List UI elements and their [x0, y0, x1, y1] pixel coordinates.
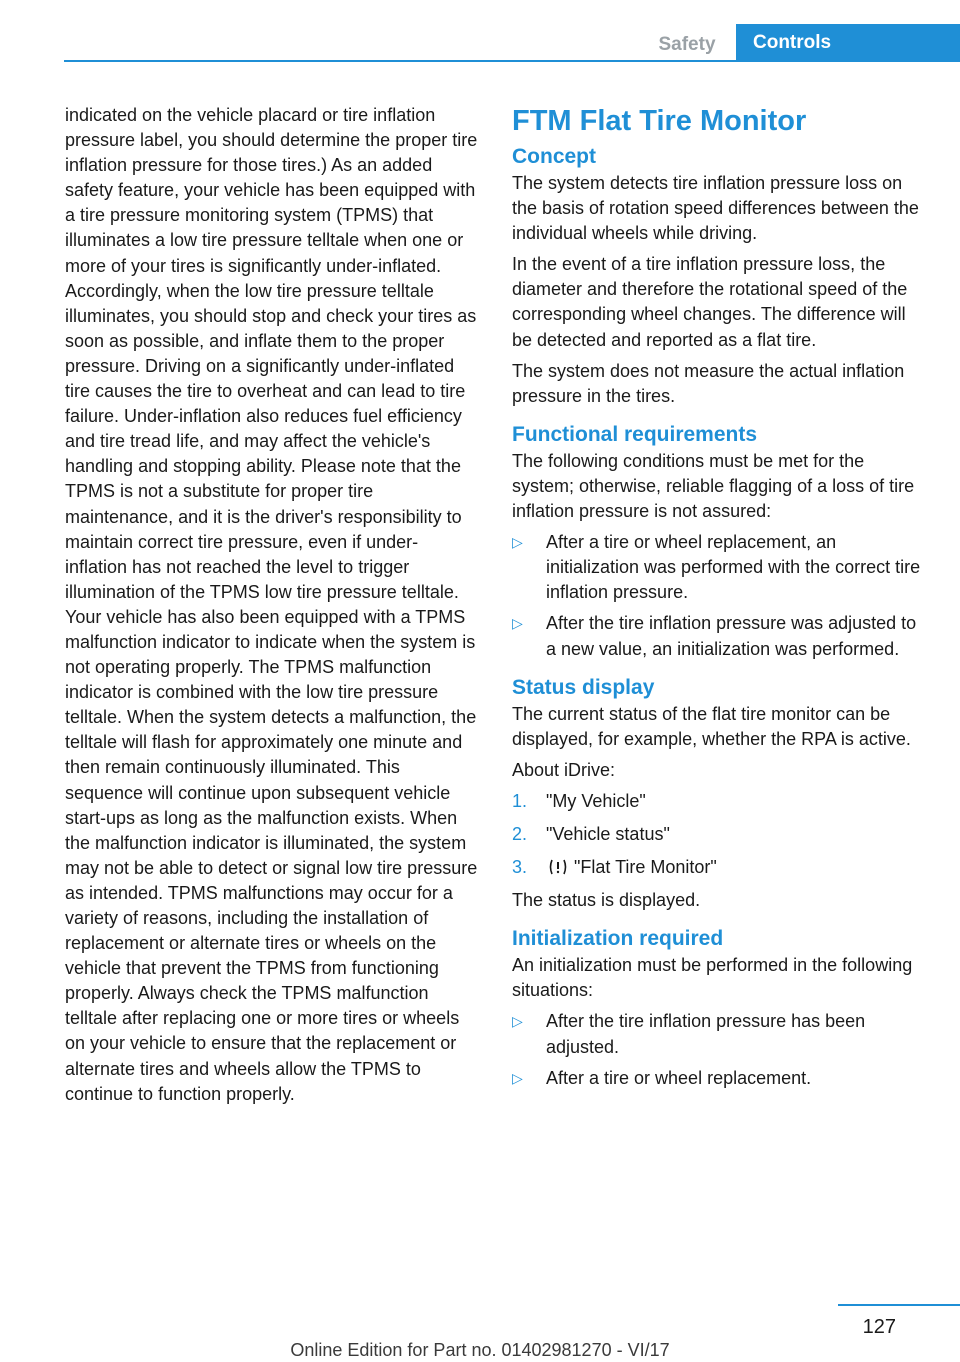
left-column [65, 103, 480, 1113]
footer-edition-text: Online Edition for Part no. 01402981270 - VI/17 [290, 1340, 670, 1360]
idrive-steps [512, 789, 927, 880]
list-item: ▷ After a tire or wheel replacement, an initialization was performed with the correct tire inflation pressure. [512, 532, 921, 603]
list-item: ▷ After the tire inflation pressure has been adjusted. [512, 1011, 866, 1057]
triangle-bullet-icon: ▷ [512, 534, 523, 551]
step-item [512, 855, 927, 880]
functional-requirements-heading: Functional requirements [512, 422, 758, 446]
concept-paragraph-1: The system detects tire inflation pressure loss on the basis of rotation speed differences between the individual wheels while driving. [512, 173, 919, 244]
triangle-bullet-icon: ▷ [512, 1069, 523, 1086]
list-item: ▷ After the tire inflation pressure was adjusted to a new value, an initialization was performed. [512, 613, 917, 659]
step-number: 1. [512, 790, 528, 811]
initialization-list [512, 1009, 927, 1090]
functional-requirements-intro: The following conditions must be met for the system; otherwise, reliable flagging of a loss of tire inflation pressure is not assured: [512, 450, 915, 522]
tpms-paragraph: indicated on the vehicle placard or tire inflation pressure label, you should determine the proper tire inflation pressure for those tires.) As an added safety feature, your vehicle has been equipped with a tire pressure monitoring system (TPMS) that illuminates a low tire pressure telltale when one or more of your tires is significantly under-inflated. Accordingly, when the low tire pressure telltale illuminates, you should stop and check your tires as soon as possible, and inflate them to the proper pressure. Driving on a significantly under-inflated tire causes the tire to overheat and can lead to tire failure. Under-inflation also reduces fuel efficiency and tire tread life, and may affect the vehicle's handling and stopping ability. Please note that the TPMS is not a substitute for proper tire maintenance, and it is the driver's responsibility to maintain correct tire pressure, even if under-inflation has not reached the level to trigger illumination of the TPMS low tire pressure telltale. Your vehicle has also been equipped with a TPMS malfunction indicator to indicate when the system is not operating properly. The TPMS malfunction indicator is combined with the low tire pressure telltale. When the system detects a malfunction, the telltale will flash for approximately one minute and then remain continuously illuminated. This sequence will continue upon subsequent vehicle start-ups as long as the malfunction exists. When the malfunction indicator is illuminated, the system may not be able to detect or signal low tire pressure as intended. TPMS malfunctions may occur for a variety of reasons, including the installation of replacement or alternate tires or wheels on the vehicle that prevent the TPMS from functioning properly. Always check the TPMS malfunction telltale after replacing one or more tires or wheels on your vehicle to ensure that the replacement or alternate tires and wheels allow the TPMS to continue to function properly. [65, 105, 478, 1104]
step-number: 2. [512, 823, 528, 844]
page-header [0, 0, 960, 62]
triangle-bullet-icon: ▷ [512, 615, 523, 632]
list-item: ▷ After a tire or wheel replacement. [512, 1066, 927, 1091]
right-column [512, 103, 927, 1099]
page-number: 127 [862, 1316, 896, 1338]
step-text: "Vehicle status" [546, 823, 670, 844]
step-item [512, 789, 927, 814]
step-text: "Flat Tire Monitor" [574, 857, 717, 878]
header-rule [64, 60, 960, 62]
idrive-label: About iDrive: [512, 759, 616, 780]
section-title: FTM Flat Tire Monitor [512, 105, 807, 137]
flat-tire-warning-icon [548, 858, 568, 876]
step-number: 3. [512, 857, 528, 878]
step-item [512, 822, 927, 847]
status-display-paragraph: The current status of the flat tire monitor can be displayed, for example, whether the RPA is active. [512, 703, 911, 749]
initialization-heading: Initialization required [512, 927, 724, 951]
concept-heading: Concept [512, 145, 596, 168]
status-displayed-text: The status is displayed. [512, 890, 701, 911]
step-text: "My Vehicle" [546, 790, 646, 811]
concept-paragraph-2: In the event of a tire inflation pressure loss, the diameter and therefore the rotational speed of the corresponding wheel changes. The difference will be detected and reported as a flat tire. [512, 254, 908, 350]
initialization-intro: An initialization must be performed in the following situations: [512, 955, 913, 1001]
status-display-heading: Status display [512, 675, 655, 699]
section-tab-controls: Controls [736, 24, 960, 62]
functional-requirements-list [512, 530, 927, 661]
concept-paragraph-3: The system does not measure the actual inflation pressure in the tires. [512, 360, 905, 406]
section-tab-safety: Safety [658, 34, 716, 55]
triangle-bullet-icon: ▷ [512, 1013, 523, 1030]
footer-rule [838, 1304, 960, 1306]
